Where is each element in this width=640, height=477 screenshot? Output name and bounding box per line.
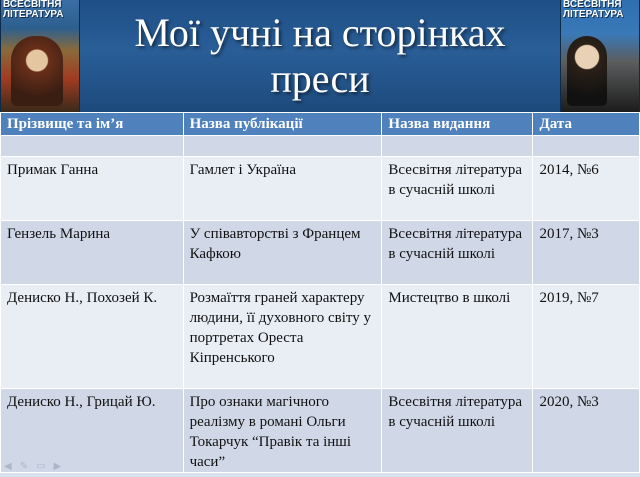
- magazine-cover-left: [0, 0, 80, 112]
- cover-logo-line1: ВСЕСВІТНЯ: [3, 0, 62, 10]
- table-row: [1, 221, 640, 285]
- cover-logo-line1: ВСЕСВІТНЯ: [563, 0, 622, 10]
- cell-date: 2017, №3: [533, 221, 640, 285]
- publications-table: [0, 112, 640, 473]
- cover-illustration: [11, 36, 63, 106]
- column-header-publication: Назва публікації: [183, 113, 382, 136]
- cover-logo-line2: ЛІТЕРАТУРА: [563, 9, 624, 20]
- cell-edition: Всесвітня література в сучасній школі: [382, 157, 533, 221]
- table-cell-empty: [533, 136, 640, 157]
- cell-publication: Гамлет і Україна: [183, 157, 382, 221]
- cover-logo: [3, 0, 79, 20]
- cover-logo-line2: ЛІТЕРАТУРА: [3, 9, 64, 20]
- cell-publication: Про ознаки магічного реалізму в романі Ольги Токарчук “Правік та інші часи”: [183, 389, 382, 473]
- menu-icon[interactable]: ▭: [36, 461, 46, 472]
- cell-author: Дениско Н., Грицай Ю.: [1, 389, 184, 473]
- pen-icon[interactable]: ✎: [19, 461, 29, 472]
- magazine-cover-right: [560, 0, 640, 112]
- cell-edition: Всесвітня література в сучасній школі: [382, 389, 533, 473]
- table-row: [1, 389, 640, 473]
- table-row: [1, 157, 640, 221]
- column-header-date: Дата: [533, 113, 640, 136]
- column-header-name: Прізвище та ім’я: [1, 113, 184, 136]
- cell-date: 2014, №6: [533, 157, 640, 221]
- slide-title-line1: Мої учні на сторінках: [134, 10, 506, 55]
- cell-date: 2020, №3: [533, 389, 640, 473]
- cell-publication: Розмаїття граней характеру людини, її духовного світу у портретах Ореста Кіпренського: [183, 285, 382, 389]
- cell-author: Примак Ганна: [1, 157, 184, 221]
- arrow-left-icon[interactable]: ◀: [4, 461, 12, 472]
- cell-author: Дениско Н., Похозей К.: [1, 285, 184, 389]
- arrow-right-icon[interactable]: ▶: [53, 461, 62, 472]
- cell-edition: Мистецтво в школі: [382, 285, 533, 389]
- table-row-empty: [1, 136, 640, 157]
- cell-date: 2019, №7: [533, 285, 640, 389]
- table-row: [1, 285, 640, 389]
- slide-title: [100, 10, 540, 102]
- cover-portrait: [567, 36, 607, 106]
- slide-title-line2: преси: [270, 56, 370, 101]
- table-cell-empty: [382, 136, 533, 157]
- table-header-row: [1, 113, 640, 136]
- column-header-edition: Назва видання: [382, 113, 533, 136]
- cover-logo: [563, 0, 639, 20]
- table-cell-empty: [183, 136, 382, 157]
- cell-edition: Всесвітня література в сучасній школі: [382, 221, 533, 285]
- cell-author: Гензель Марина: [1, 221, 184, 285]
- slideshow-controls: [4, 461, 61, 473]
- table-cell-empty: [1, 136, 184, 157]
- cell-publication: У співавторстві з Францем Кафкою: [183, 221, 382, 285]
